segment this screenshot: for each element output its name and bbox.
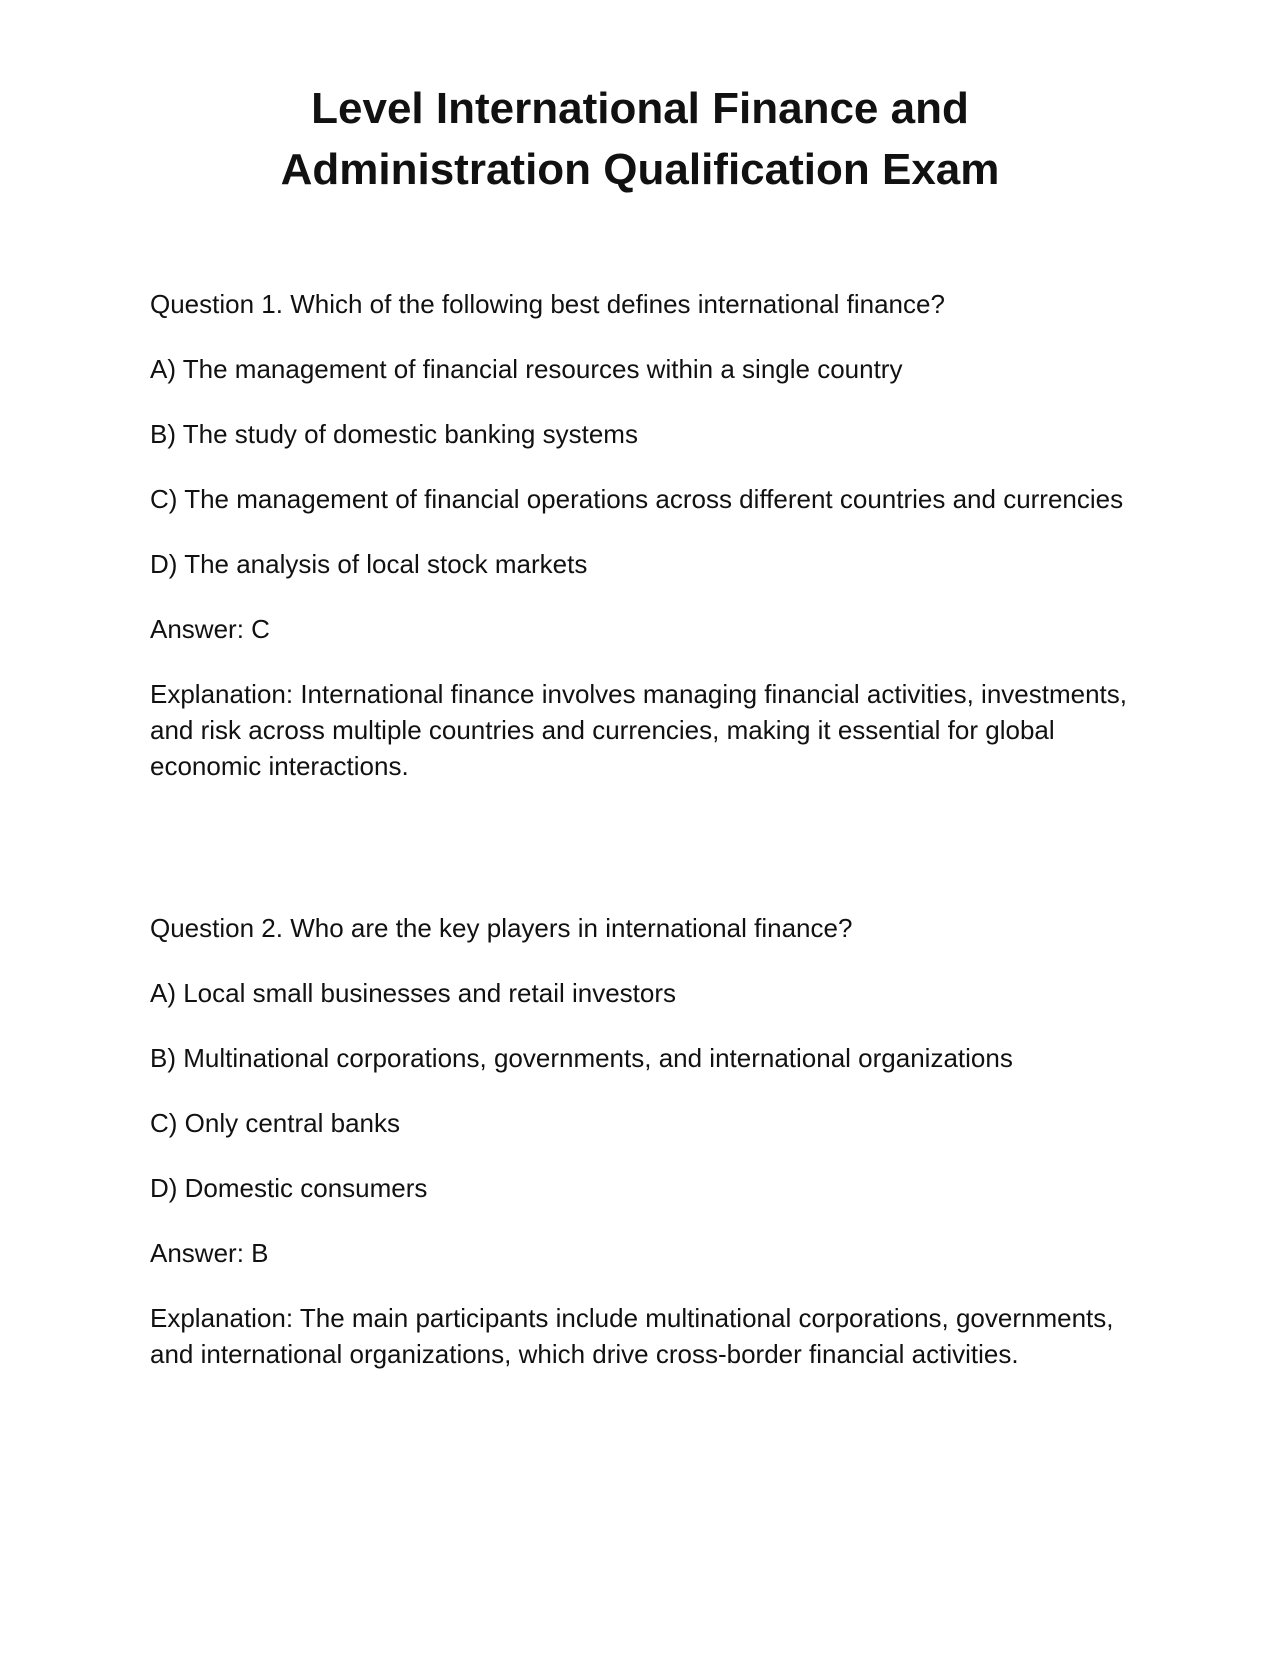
question-block-1	[150, 286, 1140, 784]
option-a: A) The management of financial resources within a single country	[150, 354, 903, 384]
answer-text: Answer: B	[150, 1238, 269, 1268]
option-b: B) Multinational corporations, governments, and international organizations	[150, 1043, 1013, 1073]
explanation-text: Explanation: The main participants include multinational corporations, governments, and international organizations, which drive cross-border financial activities.	[150, 1303, 1114, 1369]
option-c: C) The management of financial operations across different countries and currencies	[150, 484, 1124, 514]
answer-text: Answer: C	[150, 614, 270, 644]
document-title	[0, 78, 1280, 200]
option-c: C) Only central banks	[150, 1108, 400, 1138]
option-a: A) Local small businesses and retail investors	[150, 978, 677, 1008]
option-d: D) Domestic consumers	[150, 1173, 428, 1203]
title-line-1: Level International Finance and	[311, 84, 969, 133]
option-b: B) The study of domestic banking systems	[150, 419, 638, 449]
question-text: Question 1. Which of the following best defines international finance?	[150, 289, 945, 319]
option-d: D) The analysis of local stock markets	[150, 549, 588, 579]
title-line-2: Administration Qualification Exam	[280, 145, 1000, 194]
explanation-text: Explanation: International finance involves managing financial activities, investments, and risk across multiple countries and currencies, making it essential for global economic interactions.	[150, 679, 1127, 781]
question-text: Question 2. Who are the key players in international finance?	[150, 913, 853, 943]
question-block-2	[150, 910, 1140, 1372]
